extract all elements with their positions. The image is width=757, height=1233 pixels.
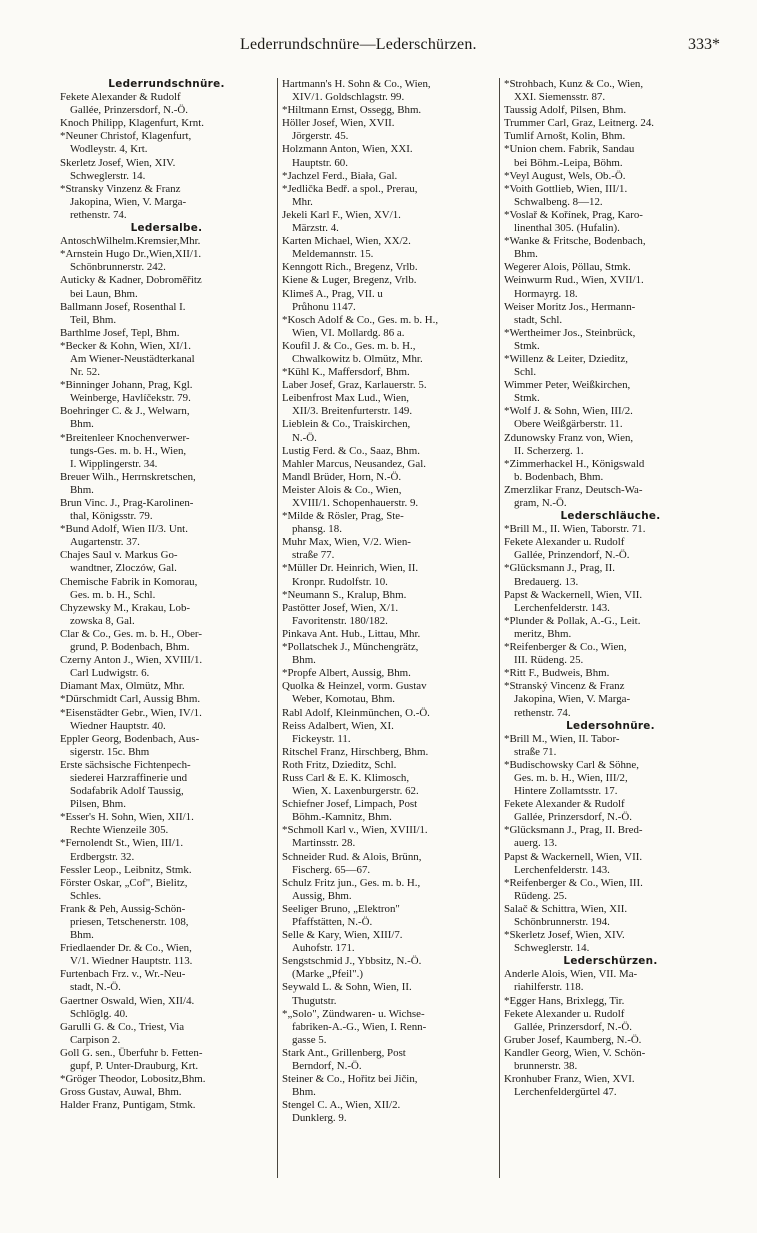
directory-entry: AntoschWilhelm.Kremsier,Mhr.	[60, 235, 201, 248]
section-heading: Lederschläuche.	[560, 510, 661, 523]
directory-entry: Halder Franz, Puntigam, Stmk.	[60, 1099, 196, 1112]
directory-entry: *Esser's H. Sohn, Wien, XII/1.	[60, 811, 194, 824]
entry-continuation: Bhm.	[70, 929, 94, 942]
entry-continuation: Gallée, Prinzersdorf, N.-Ö.	[514, 1020, 632, 1033]
entry-continuation: Lerchenfeldergürtel 47.	[514, 1086, 617, 1099]
entry-continuation: wandtner, Zloczów, Gal.	[70, 562, 177, 575]
entry-continuation: Fickeystr. 11.	[292, 732, 351, 745]
directory-entry: *Neumann S., Kralup, Bhm.	[282, 588, 407, 601]
directory-entry: Mandl Brüder, Horn, N.-Ö.	[282, 470, 402, 483]
entry-continuation: thal, Königsstr. 79.	[70, 510, 153, 523]
directory-entry: *Union chem. Fabrik, Sandau	[504, 143, 635, 156]
directory-entry: Friedlaender Dr. & Co., Wien,	[60, 942, 192, 955]
directory-entry: *Veyl August, Wels, Ob.-Ö.	[504, 169, 626, 182]
entry-continuation: I. Wipplingerstr. 34.	[70, 457, 158, 470]
directory-entry: *Milde & Rösler, Prag, Ste-	[282, 510, 404, 523]
entry-continuation: stadt, N.-Ö.	[70, 981, 121, 994]
page-title: Lederrundschnüre—Lederschürzen.	[240, 36, 477, 53]
entry-continuation: Hintere Zollamtsstr. 17.	[514, 785, 618, 798]
entry-continuation: Chwalkowitz b. Olmütz, Mhr.	[292, 352, 423, 365]
entry-continuation: Weinberge, Havlíčekstr. 79.	[70, 392, 191, 405]
entry-continuation: Schönbrunnerstr. 242.	[70, 261, 166, 274]
directory-entry: *Wertheimer Jos., Steinbrück,	[504, 326, 636, 339]
entry-continuation: Rechte Wienzeile 305.	[70, 824, 169, 837]
directory-entry: Stengel C. A., Wien, XII/2.	[282, 1099, 401, 1112]
entry-continuation: Berndorf, N.-Ö.	[292, 1060, 362, 1073]
entry-continuation: Jörgerstr. 45.	[292, 130, 349, 143]
directory-entry: Schneider Rud. & Alois, Brünn,	[282, 850, 422, 863]
directory-entry: Selle & Kary, Wien, XIII/7.	[282, 929, 403, 942]
entry-continuation: V/1. Wiedner Hauptstr. 113.	[70, 955, 193, 968]
entry-continuation: Bhm.	[70, 483, 94, 496]
entry-continuation: phansg. 18.	[292, 523, 342, 536]
entry-continuation: Aussig, Bhm.	[292, 889, 352, 902]
directory-entry: Meister Alois & Co., Wien,	[282, 483, 402, 496]
entry-continuation: Am Wiener-Neustädterkanal	[70, 352, 195, 365]
entry-continuation: Gallée, Prinzendorf, N.-Ö.	[514, 549, 630, 562]
directory-entry: Seywald L. & Sohn, Wien, II.	[282, 981, 412, 994]
entry-continuation: Mhr.	[292, 195, 313, 208]
directory-entry: *Hiltmann Ernst, Ossegg, Bhm.	[282, 104, 422, 117]
section-heading: Lederrundschnüre.	[108, 78, 225, 90]
entry-continuation: siederei Harzraffinerie und	[70, 771, 188, 784]
directory-entry: Auticky & Kadner, Dobroměřitz	[60, 274, 202, 287]
directory-entry: *Müller Dr. Heinrich, Wien, II.	[282, 562, 419, 575]
entry-continuation: Ges. m. b. H., Schl.	[70, 588, 156, 601]
directory-entry: Erste sächsische Fichtenpech-	[60, 758, 191, 771]
directory-entry: Kronhuber Franz, Wien, XVI.	[504, 1073, 635, 1086]
directory-entry: Schulz Fritz jun., Ges. m. b. H.,	[282, 876, 421, 889]
entry-continuation: Bhm.	[292, 654, 316, 667]
entry-continuation: Stmk.	[514, 339, 540, 352]
entry-continuation: bei Böhm.-Leipa, Böhm.	[514, 156, 623, 169]
directory-entry: *Bund Adolf, Wien II/3. Unt.	[60, 523, 188, 536]
directory-entry: *Stransky Vinzenz & Franz	[60, 182, 181, 195]
directory-entry: *Zimmerhackel H., Königswald	[504, 457, 645, 470]
directory-entry: Kenngott Rich., Bregenz, Vrlb.	[282, 261, 418, 274]
entry-continuation: Nr. 52.	[70, 366, 100, 379]
running-head	[60, 34, 720, 58]
directory-entry: Fekete Alexander u. Rudolf	[504, 536, 625, 549]
directory-entry: *Jedlička Bedř. a spol., Prerau,	[282, 182, 418, 195]
entry-continuation: bei Laun, Bhm.	[70, 287, 138, 300]
entry-continuation: Sodafabrik Adolf Taussig,	[70, 785, 184, 798]
directory-entry: *Becker & Kohn, Wien, XI/1.	[60, 339, 191, 352]
directory-entry: Chyzewsky M., Krakau, Lob-	[60, 601, 191, 614]
entry-continuation: brunnerstr. 38.	[514, 1060, 578, 1073]
entry-continuation: XII/3. Breitenfurterstr. 149.	[292, 405, 413, 418]
entry-continuation: Hormayrg. 18.	[514, 287, 578, 300]
directory-entry: Brun Vinc. J., Prag-Karolinen-	[60, 497, 194, 509]
directory-entry: *Brill M., Wien, II. Tabor-	[504, 732, 620, 745]
directory-entry: Taussig Adolf, Pilsen, Bhm.	[504, 104, 627, 117]
directory-entry: Hartmann's H. Sohn & Co., Wien,	[282, 78, 431, 90]
directory-entry: *Arnstein Hugo Dr.,Wien,XII/1.	[60, 248, 202, 261]
directory-entry: *Voslař & Kořínek, Prag, Karo-	[504, 208, 643, 221]
directory-entry: Papst & Wackernell, Wien, VII.	[504, 850, 643, 863]
directory-entry: *Reifenberger & Co., Wien,	[504, 641, 627, 654]
directory-entry: Papst & Wackernell, Wien, VII.	[504, 588, 643, 601]
directory-entry: *Neuner Christof, Klagenfurt,	[60, 130, 192, 143]
directory-entry: Fekete Alexander u. Rudolf	[504, 1007, 625, 1020]
entry-continuation: stadt, Schl.	[514, 313, 563, 326]
directory-entry: Mahler Marcus, Neusandez, Gal.	[282, 457, 426, 470]
directory-entry: Schiefner Josef, Limpach, Post	[282, 798, 418, 811]
directory-entry: *Strohbach, Kunz & Co., Wien,	[504, 78, 644, 90]
directory-entry: Gaertner Oswald, Wien, XII/4.	[60, 994, 195, 1007]
directory-entry: Kandler Georg, Wien, V. Schön-	[504, 1046, 646, 1059]
directory-entry: *Glücksmann J., Prag, II.	[504, 562, 616, 575]
column-middle	[282, 78, 495, 1188]
section-heading: Lederschürzen.	[563, 955, 658, 968]
directory-entry: Pinkava Ant. Hub., Littau, Mhr.	[282, 627, 421, 640]
entry-continuation: Hauptstr. 60.	[292, 156, 348, 169]
directory-entry: *Jachzel Ferd., Biała, Gal.	[282, 169, 398, 182]
entry-continuation: (Marke „Pfeil".)	[292, 968, 363, 981]
entry-continuation: Favoritenstr. 180/182.	[292, 614, 388, 627]
entry-continuation: fabriken-A.-G., Wien, I. Renn-	[292, 1020, 427, 1033]
directory-entry: Fessler Leop., Leibnitz, Stmk.	[60, 863, 192, 876]
directory-entry: Steiner & Co., Hořitz bei Jičin,	[282, 1073, 418, 1086]
directory-entry: *Schmoll Karl v., Wien, XVIII/1.	[282, 824, 428, 837]
directory-entry: *Willenz & Leiter, Dzieditz,	[504, 352, 629, 365]
entry-continuation: Schwalbeng. 8—12.	[514, 195, 603, 208]
directory-entry: *Wolf J. & Sohn, Wien, III/2.	[504, 405, 633, 418]
directory-entry: *Kosch Adolf & Co., Ges. m. b. H.,	[282, 313, 439, 326]
directory-entry: *Budischowsky Carl & Söhne,	[504, 758, 639, 771]
directory-entry: *Fernolendt St., Wien, III/1.	[60, 837, 184, 850]
directory-entry: Barthlme Josef, Tepl, Bhm.	[60, 326, 180, 339]
directory-entry: Chemische Fabrik in Komorau,	[60, 575, 198, 588]
directory-entry: Lieblein & Co., Traiskirchen,	[282, 418, 411, 431]
directory-entry: Klimeš A., Prag, VII. u	[282, 287, 383, 300]
directory-entry: Förster Oskar, „Cof", Bielitz,	[60, 876, 188, 889]
entry-continuation: linenthal 305. (Hufalin).	[514, 222, 620, 235]
entry-continuation: Schles.	[70, 889, 102, 902]
directory-entry: Koufil J. & Co., Ges. m. b. H.,	[282, 339, 416, 352]
directory-columns	[60, 78, 730, 1188]
directory-entry: Fekete Alexander & Rudolf	[60, 91, 181, 104]
directory-entry: Seeliger Bruno, „Elektron"	[282, 902, 400, 915]
directory-entry: *„Solo", Zündwaren- u. Wichse-	[282, 1007, 425, 1020]
entry-continuation: Bhm.	[70, 418, 94, 431]
directory-entry: Skerletz Josef, Wien, XIV.	[60, 156, 176, 169]
directory-entry: Chajes Saul v. Markus Go-	[60, 549, 178, 562]
directory-entry: Russ Carl & E. K. Klimosch,	[282, 771, 410, 784]
entry-continuation: Martinsstr. 28.	[292, 837, 356, 850]
directory-entry: *Eisenstädter Gebr., Wien, IV/1.	[60, 706, 202, 719]
entry-continuation: Schlöglg. 40.	[70, 1007, 128, 1020]
directory-entry: Stark Ant., Grillenberg, Post	[282, 1046, 406, 1059]
entry-continuation: Teil, Bhm.	[70, 313, 117, 326]
directory-entry: Eppler Georg, Bodenbach, Aus-	[60, 732, 200, 745]
directory-entry: Diamant Max, Olmütz, Mhr.	[60, 680, 185, 693]
entry-continuation: Jakopina, Wien, V. Marga-	[514, 693, 631, 706]
entry-continuation: straße 71.	[514, 745, 557, 758]
entry-continuation: Obere Weißgärberstr. 11.	[514, 418, 623, 431]
directory-entry: *Dürschmidt Carl, Aussig Bhm.	[60, 693, 201, 706]
column-right	[504, 78, 717, 1188]
directory-entry: Gross Gustav, Auwal, Bhm.	[60, 1086, 182, 1099]
entry-continuation: meritz, Bhm.	[514, 627, 572, 640]
directory-entry: Goll G. sen., Überfuhr b. Fetten-	[60, 1046, 203, 1059]
directory-entry: *Plunder & Pollak, A.-G., Leit.	[504, 614, 641, 627]
directory-entry: Fekete Alexander & Rudolf	[504, 798, 625, 811]
entry-continuation: Bredauerg. 13.	[514, 575, 579, 588]
entry-continuation: Carl Ludwigstr. 6.	[70, 667, 150, 680]
directory-entry: *Glücksmann J., Prag, II. Bred-	[504, 824, 643, 837]
directory-entry: Reiss Adalbert, Wien, XI.	[282, 719, 394, 732]
directory-entry: Ritschel Franz, Hirschberg, Bhm.	[282, 745, 429, 758]
directory-entry: Jekeli Karl F., Wien, XV/1.	[282, 208, 401, 221]
directory-entry: Gruber Josef, Kaumberg, N.-Ö.	[504, 1033, 642, 1046]
entry-continuation: Carpison 2.	[70, 1033, 121, 1046]
entry-continuation: Stmk.	[514, 392, 540, 405]
directory-entry: Weiser Moritz Jos., Hermann-	[504, 300, 636, 313]
directory-entry: Boehringer C. & J., Welwarn,	[60, 405, 190, 418]
entry-continuation: Lerchenfelderstr. 143.	[514, 601, 610, 614]
entry-continuation: gupf, P. Unter-Drauburg, Krt.	[70, 1060, 199, 1073]
entry-continuation: Jakopina, Wien, V. Marga-	[70, 195, 187, 208]
directory-entry: Roth Fritz, Dzieditz, Schl.	[282, 758, 397, 771]
directory-entry: *Reifenberger & Co., Wien, III.	[504, 876, 643, 889]
directory-entry: Muhr Max, Wien, V/2. Wien-	[282, 536, 411, 549]
directory-entry: Zmerzlikar Franz, Deutsch-Wa-	[504, 483, 643, 496]
entry-continuation: Fischerg. 65—67.	[292, 863, 371, 876]
entry-continuation: XXI. Siemensstr. 87.	[514, 91, 606, 104]
entry-continuation: Bhm.	[292, 1086, 316, 1099]
directory-entry: *Ritt F., Budweis, Bhm.	[504, 667, 610, 680]
directory-entry: Wegerer Alois, Pöllau, Stmk.	[504, 261, 631, 274]
entry-continuation: Meldemannstr. 15.	[292, 248, 374, 261]
entry-continuation: Ges. m. b. H., Wien, III/2,	[514, 771, 628, 784]
directory-entry: *Pollatschek J., Münchengrätz,	[282, 641, 419, 654]
directory-entry: Rabl Adolf, Kleinmünchen, O.-Ö.	[282, 706, 430, 719]
directory-entry: Breuer Wilh., Herrnskretschen,	[60, 470, 196, 483]
entry-continuation: rethenstr. 74.	[514, 706, 571, 719]
column-left	[60, 78, 273, 1188]
entry-continuation: straße 77.	[292, 549, 335, 562]
directory-entry: *Binninger Johann, Prag, Kgl.	[60, 379, 193, 392]
entry-continuation: riahilferstr. 118.	[514, 981, 584, 994]
entry-continuation: Gallée, Prinzersdorf, N.-Ö.	[514, 811, 632, 824]
directory-entry: Leibenfrost Max Lud., Wien,	[282, 392, 409, 405]
directory-entry: Zdunowsky Franz von, Wien,	[504, 431, 634, 444]
entry-continuation: Wien, X. Laxenburgerstr. 62.	[292, 785, 419, 798]
entry-continuation: gasse 5.	[292, 1033, 327, 1046]
entry-continuation: tungs-Ges. m. b. H., Wien,	[70, 444, 187, 457]
entry-continuation: Wodleystr. 4, Krt.	[70, 143, 148, 156]
directory-entry: Pastötter Josef, Wien, X/1.	[282, 601, 399, 614]
directory-entry: Czerny Anton J., Wien, XVIII/1.	[60, 654, 203, 667]
entry-continuation: Bhm.	[514, 248, 538, 261]
directory-entry: Clar & Co., Ges. m. b. H., Ober-	[60, 627, 202, 640]
directory-entry: *Egger Hans, Brixlegg, Tir.	[504, 994, 625, 1007]
entry-continuation: Wiedner Hauptstr. 40.	[70, 719, 166, 732]
entry-continuation: N.-Ö.	[292, 431, 317, 444]
entry-continuation: Thugutstr.	[292, 994, 337, 1007]
directory-entry: Frank & Peh, Aussig-Schön-	[60, 902, 186, 915]
entry-continuation: Pilsen, Bhm.	[70, 798, 126, 811]
entry-continuation: Wien, VI. Mollardg. 86 a.	[292, 326, 405, 339]
entry-continuation: Dunklerg. 9.	[292, 1112, 347, 1125]
entry-continuation: Auhofstr. 171.	[292, 942, 355, 955]
entry-continuation: II. Scherzerg. 1.	[514, 444, 584, 457]
directory-entry: Tumlif Arnošt, Kolin, Bhm.	[504, 130, 626, 143]
entry-continuation: Kronpr. Rudolfstr. 10.	[292, 575, 388, 588]
entry-continuation: Böhm.-Kamnitz, Bhm.	[292, 811, 392, 824]
directory-entry: *Kühl K., Maffersdorf, Bhm.	[282, 366, 410, 379]
directory-entry: Wimmer Peter, Weißkirchen,	[504, 379, 631, 392]
directory-entry: *Skerletz Josef, Wien, XIV.	[504, 929, 625, 942]
entry-continuation: Pfaffstätten, N.-Ö.	[292, 916, 373, 928]
entry-continuation: grund, P. Bodenbach, Bhm.	[70, 641, 190, 654]
directory-entry: Knoch Philipp, Klagenfurt, Krnt.	[60, 117, 204, 130]
entry-continuation: Schönbrunnerstr. 194.	[514, 916, 610, 928]
directory-entry: Karten Michael, Wien, XX/2.	[282, 235, 411, 248]
entry-continuation: b. Bodenbach, Bhm.	[514, 470, 604, 483]
entry-continuation: XIV/1. Goldschlagstr. 99.	[292, 91, 405, 104]
entry-continuation: Rüdeng. 25.	[514, 889, 567, 902]
directory-entry: Kiene & Luger, Bregenz, Vrlb.	[282, 274, 417, 287]
section-heading: Ledersalbe.	[130, 222, 203, 235]
directory-entry: Sengstschmid J., Ybbsitz, N.-Ö.	[282, 955, 422, 968]
directory-entry: Ballmann Josef, Rosenthal I.	[60, 300, 186, 313]
page-number: 333*	[688, 36, 720, 53]
directory-entry: *Stranský Vincenz & Franz	[504, 680, 625, 693]
entry-continuation: Erdbergstr. 32.	[70, 850, 135, 863]
entry-continuation: gram, N.-Ö.	[514, 497, 567, 509]
directory-entry: *Brill M., II. Wien, Taborstr. 71.	[504, 523, 646, 536]
entry-continuation: Schl.	[514, 366, 537, 379]
directory-entry: Holzmann Anton, Wien, XXI.	[282, 143, 413, 156]
entry-continuation: Průhonu 1147.	[292, 300, 356, 313]
directory-entry: Quolka & Heinzel, vorm. Gustav	[282, 680, 427, 693]
directory-entry: Weinwurm Rud., Wien, XVII/1.	[504, 274, 644, 287]
directory-entry: Laber Josef, Graz, Karlauerstr. 5.	[282, 379, 427, 392]
entry-continuation: priesen, Tetschenerstr. 108,	[70, 916, 189, 928]
entry-continuation: Lerchenfelderstr. 143.	[514, 863, 610, 876]
entry-continuation: zowska 8, Gal.	[70, 614, 135, 627]
directory-entry: *Wanke & Fritsche, Bodenbach,	[504, 235, 646, 248]
entry-continuation: Schweglerstr. 14.	[514, 942, 590, 955]
entry-continuation: rethenstr. 74.	[70, 208, 127, 221]
entry-continuation: auerg. 13.	[514, 837, 558, 850]
entry-continuation: Schweglerstr. 14.	[70, 169, 146, 182]
directory-entry: *Breitenleer Knochenverwer-	[60, 431, 190, 444]
directory-entry: Lustig Ferd. & Co., Saaz, Bhm.	[282, 444, 420, 457]
directory-entry: Trummer Carl, Graz, Leitnerg. 24.	[504, 117, 655, 130]
section-heading: Ledersohnüre.	[566, 719, 655, 732]
entry-continuation: sigerstr. 15c. Bhm	[70, 745, 150, 758]
directory-entry: Anderle Alois, Wien, VII. Ma-	[504, 968, 638, 981]
directory-entry: Furtenbach Frz. v., Wr.-Neu-	[60, 968, 186, 981]
directory-entry: *Propfe Albert, Aussig, Bhm.	[282, 667, 411, 680]
directory-entry: Höller Josef, Wien, XVII.	[282, 117, 395, 130]
directory-entry: Salač & Schittra, Wien, XII.	[504, 902, 628, 915]
entry-continuation: Augartenstr. 37.	[70, 536, 140, 549]
directory-entry: *Gröger Theodor, Lobositz,Bhm.	[60, 1073, 206, 1086]
entry-continuation: III. Rüdeng. 25.	[514, 654, 584, 667]
directory-entry: *Voith Gottlieb, Wien, III/1.	[504, 182, 628, 195]
entry-continuation: Märzstr. 4.	[292, 222, 339, 235]
entry-continuation: Gallée, Prinzersdorf, N.-Ö.	[70, 104, 188, 117]
directory-entry: Garulli G. & Co., Triest, Via	[60, 1020, 185, 1033]
entry-continuation: XVIII/1. Schopenhauerstr. 9.	[292, 497, 419, 509]
entry-continuation: Weber, Komotau, Bhm.	[292, 693, 396, 706]
